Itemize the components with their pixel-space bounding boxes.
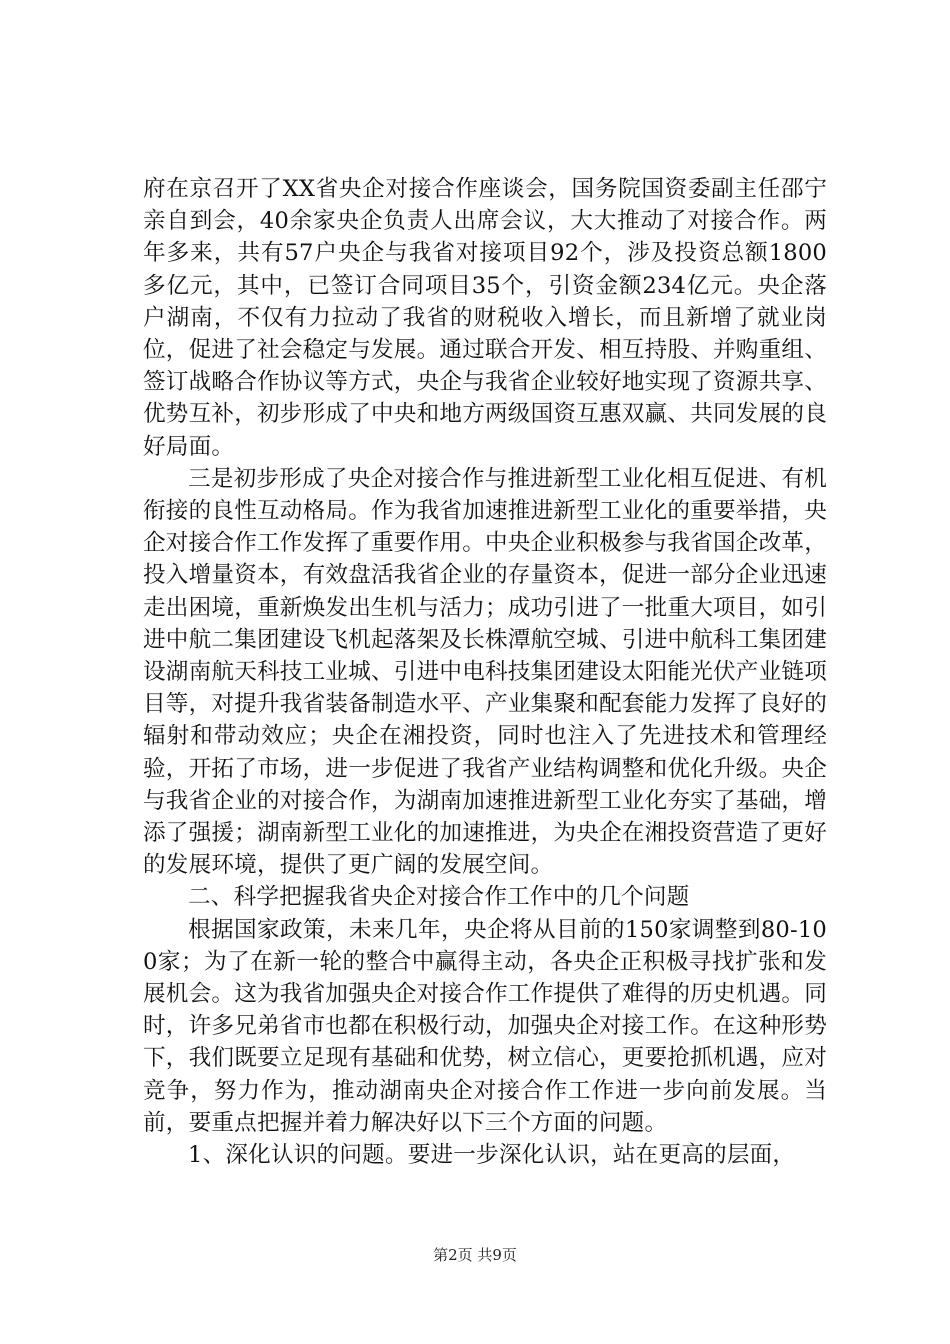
paragraph-item-1: 1、深化认识的问题。要进一步深化认识，站在更高的层面， (188, 1142, 796, 1169)
paragraph-policy: 根据国家政策，未来几年，央企将从目前的150家调整到80-100家；为了在新一轮的整合中赢得主动，各央企正积极寻找扩张和发展机会。这为我省加强央企对接合作工作提供了难得的历史机遇。同时，许多兄弟省市也都在积极行动，加强央企对接工作。在这种形势下，我们既要立足现有基础和优势，树立信心，更要抢抓机遇，应对竞争，努力作为，推动湖南央企对接合作工作进一步向前发展。当前，要重点把握并着力解决好以下三个方面的问题。 (143, 916, 827, 1136)
paragraph-continuation: 府在京召开了XX省央企对接合作座谈会，国务院国资委副主任邵宁亲自到会，40余家央企负责人出席会议，大大推动了对接合作。两年多来，共有57户央企与我省对接项目92个，涉及投资总额1800多亿元，其中，已签订合同项目35个，引资金额234亿元。央企落户湖南，不仅有力拉动了我省的财税收入增长，而且新增了就业岗位，促进了社会稳定与发展。通过联合开发、相互持股、并购重组、签订战略合作协议等方式，央企与我省企业较好地实现了资源共享、优势互补，初步形成了中央和地方两级国资互惠双赢、共同发展的良好局面。 (143, 176, 827, 460)
document-body (143, 173, 827, 1171)
section-heading: 二、科学把握我省央企对接合作工作中的几个问题 (188, 884, 690, 911)
paragraph-third-point: 三是初步形成了央企对接合作与推进新型工业化相互促进、有机衔接的良性互动格局。作为我省加速推进新型工业化的重要举措，央企对接合作工作发挥了重要作用。中央企业积极参与我省国企改革，投入增量资本，有效盘活我省企业的存量资本，促进一部分企业迅速走出困境，重新焕发出生机与活力；成功引进了一批重大项目，如引进中航二集团建设飞机起落架及长株潭航空城、引进中航科工集团建设湖南航天科技工业城、引进中电科技集团建设太阳能光伏产业链项目等，对提升我省装备制造水平、产业集聚和配套能力发挥了良好的辐射和带动效应；央企在湘投资，同时也注入了先进技术和管理经验，开拓了市场，进一步促进了我省产业结构调整和优化升级。央企与我省企业的对接合作，为湖南加速推进新型工业化夯实了基础，增添了强援；湖南新型工业化的加速推进，为央企在湘投资营造了更好的发展环境，提供了更广阔的发展空间。 (143, 465, 827, 879)
page-number-footer: 第2页 共9页 (433, 1246, 517, 1264)
